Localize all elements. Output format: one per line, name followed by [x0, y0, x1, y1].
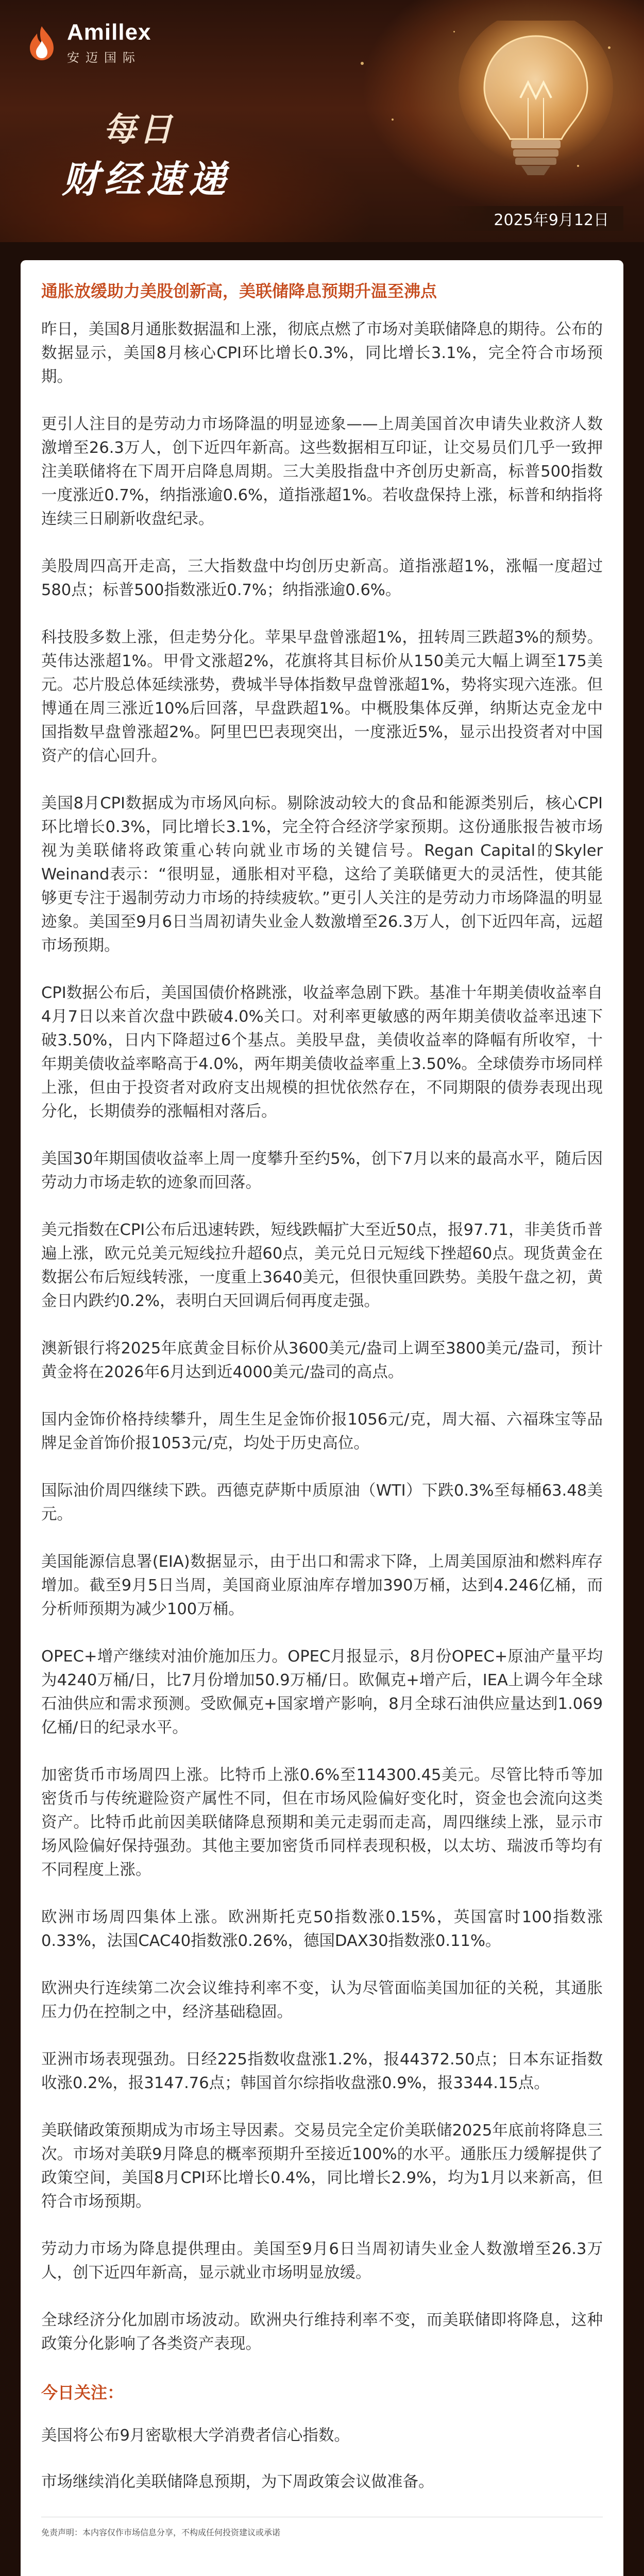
issue-date: 2025年9月12日	[438, 206, 623, 231]
article-paragraph: 美国能源信息署(EIA)数据显示，由于出口和需求下降，上周美国原油和燃料库存增加。截至9月5日当周，美国商业原油库存增加390万桶，达到4.246亿桶，而分析师预期为减少100万桶。	[41, 1553, 603, 1618]
sparkle-decoration	[361, 62, 364, 65]
focus-item: 市场继续消化美联储降息预期，为下周政策会议做准备。	[41, 2473, 434, 2491]
article-card	[21, 260, 623, 2576]
article-paragraph: 昨日，美国8月通胀数据温和上涨，彻底点燃了市场对美联储降息的期待。公布的数据显示，美国8月核心CPI环比增长0.3%，同比增长3.1%，完全符合市场预期。	[41, 320, 603, 386]
brand-name-en: Amillex	[67, 20, 151, 45]
article-paragraph: 澳新银行将2025年底黄金目标价从3600美元/盎司上调至3800美元/盎司，预计黄金将在2026年6月达到近4000美元/盎司的高点。	[41, 1340, 603, 1381]
focus-list	[41, 2424, 603, 2494]
article-paragraph: 亚洲市场表现强劲。日经225指数收盘涨1.2%，报44372.50点；日本东证指数收涨0.2%，报3147.76点；韩国首尔综指收盘涨0.9%，报3344.15点。	[41, 2050, 603, 2092]
article-paragraph: 欧洲市场周四集体上涨。欧洲斯托克50指数涨0.15%，英国富时100指数涨0.33%，法国CAC40指数涨0.26%，德国DAX30指数涨0.11%。	[41, 1908, 603, 1950]
article-headline: 通胀放缓助力美股创新高，美联储降息预期升温至沸点	[41, 281, 437, 301]
article-paragraph: 科技股多数上涨，但走势分化。苹果早盘曾涨超1%，扭转周三跌超3%的颓势。英伟达涨超1%。甲骨文涨超2%，花旗将其目标价从150美元大幅上调至175美元。芯片股总体延续涨势，费城半导体指数早盘曾涨超1%，势将实现六连涨。但博通在周三涨近10%后回落，早盘跌超1%。中概股集体反弹，纳斯达克金龙中国指数早盘曾涨超2%。阿里巴巴表现突出，一度涨近5%，显示出投资者对中国资产的信心回升。	[41, 629, 603, 765]
article-paragraph: 美股周四高开走高，三大指数盘中均创历史新高。道指涨超1%，涨幅一度超过580点；标普500指数涨近0.7%；纳指涨逾0.6%。	[41, 557, 603, 599]
article-paragraph: 国际油价周四继续下跌。西德克萨斯中质原油（WTI）下跌0.3%至每桶63.48美元。	[41, 1482, 603, 1523]
focus-item: 美国将公布9月密歇根大学消费者信心指数。	[41, 2427, 350, 2445]
article-body	[41, 318, 603, 2356]
article-paragraph: 劳动力市场为降息提供理由。美国至9月6日当周初请失业金人数激增至26.3万人，创下近四年新高，显示就业市场明显放缓。	[41, 2240, 603, 2282]
focus-section-title: 今日关注：	[41, 2383, 124, 2402]
article-paragraph: 更引人注目的是劳动力市场降温的明显迹象——上周美国首次申请失业救济人数激增至26.3万人，创下近四年新高。这些数据相互印证，让交易员们几乎一致押注美联储将在下周开启降息周期。三大美股指盘中齐创历史新高，标普500指数一度涨近0.7%，纳指涨逾0.6%，道指涨超1%。若收盘保持上涨，标普和纳指将连续三日刷新收盘纪录。	[41, 415, 603, 528]
article-paragraph: 美国8月CPI数据成为市场风向标。剔除波动较大的食品和能源类别后，核心CPI环比增长0.3%，同比增长3.1%，完全符合经济学家预期。这份通胀报告被市场视为美联储将政策重心转向就业市场的关键信号。Regan Capital的Skyler Weinand表示：“很明显，通胀相对平稳，这给了美联储更大的灵活性，使其能够更专注于遏制劳动力市场的持续疲软。”更引人关注的是劳动力市场降温的明显迹象。美国至9月6日当周初请失业金人数激增至26.3万人，创下近四年高，远超市场预期。	[41, 794, 603, 955]
article-paragraph: 美联储政策预期成为市场主导因素。交易员完全定价美联储2025年底前将降息三次。市场对美联9月降息的概率预期升至接近100%的水平。通胀压力缓解提供了政策空间，美国8月CPI环比增长0.4%，同比增长2.9%，均为1月以来新高，但符合市场预期。	[41, 2122, 603, 2211]
article-paragraph: OPEC+增产继续对油价施加压力。OPEC月报显示，8月份OPEC+原油产量平均为4240万桶/日，比7月份增加50.9万桶/日。欧佩克+增产后，IEA上调今年全球石油供应和需求预测。受欧佩克+国家增产影响，8月全球石油供应量达到1.069亿桶/日的纪录水平。	[41, 1648, 603, 1737]
brand-logo	[26, 21, 151, 65]
article-paragraph: 加密货币市场周四上涨。比特币上涨0.6%至114300.45美元。尽管比特币等加密货币与传统避险资产属性不同，但在市场风险偏好变化时，资金也会流向这类资产。比特币此前因美联储降息预期和美元走弱而走高，周四继续上涨，显示市场风险偏好保持强劲。其他主要加密货币同样表现积极，以太坊、瑞波币等均有不同程度上涨。	[41, 1766, 603, 1879]
lightbulb-icon	[453, 21, 618, 191]
article-paragraph: 美元指数在CPI公布后迅速转跌，短线跌幅扩大至近50点，报97.71，非美货币普遍上涨，欧元兑美元短线拉升超60点，美元兑日元短线下挫超60点。现货黄金在数据公布后短线转涨，一度重上3640美元，但很快重回跌势。美股午盘之初，黄金日内跌约0.2%，表明白天回调后伺再度走强。	[41, 1221, 603, 1310]
banner-title-daily: 每日	[103, 111, 175, 149]
flame-icon	[26, 25, 58, 61]
article-paragraph: 美国30年期国债收益率上周一度攀升至约5%，创下7月以来的最高水平，随后因劳动力市场走软的迹象而回落。	[41, 1150, 603, 1192]
article-paragraph: 欧洲央行连续第二次会议维持利率不变，认为尽管面临美国加征的关税，其通胀压力仍在控制之中，经济基础稳固。	[41, 1979, 603, 2021]
header-banner	[0, 0, 644, 242]
banner-title-express: 财经速递	[62, 158, 231, 201]
article-paragraph: 全球经济分化加剧市场波动。欧洲央行维持利率不变，而美联储即将降息，这种政策分化影响了各类资产表现。	[41, 2311, 603, 2353]
article-paragraph: 国内金饰价格持续攀升，周生生足金饰价报1056元/克，周大福、六福珠宝等品牌足金首饰价报1053元/克，均处于历史高位。	[41, 1411, 603, 1452]
brand-name-cn: 安迈国际	[67, 50, 141, 65]
sparkle-decoration	[392, 118, 394, 121]
disclaimer-text: 免责声明：本内容仅作市场信息分享，不构成任何投资建议或承诺	[41, 2528, 281, 2537]
article-paragraph: CPI数据公布后，美国国债价格跳涨，收益率急剧下跌。基准十年期美债收益率自4月7日以来首次盘中跌破4.0%关口。对利率更敏感的两年期美债收益率迅速下破3.50%，日内下降超过6个基点。美股早盘，美债收益率的降幅有所收窄，十年期美债收益率略高于4.0%，两年期美债收益率重上3.50%。全球债券市场同样上涨，但由于投资者对政府支出规模的担忧依然存在，不同期限的债券表现出现分化，长期债券的涨幅相对落后。	[41, 984, 603, 1121]
